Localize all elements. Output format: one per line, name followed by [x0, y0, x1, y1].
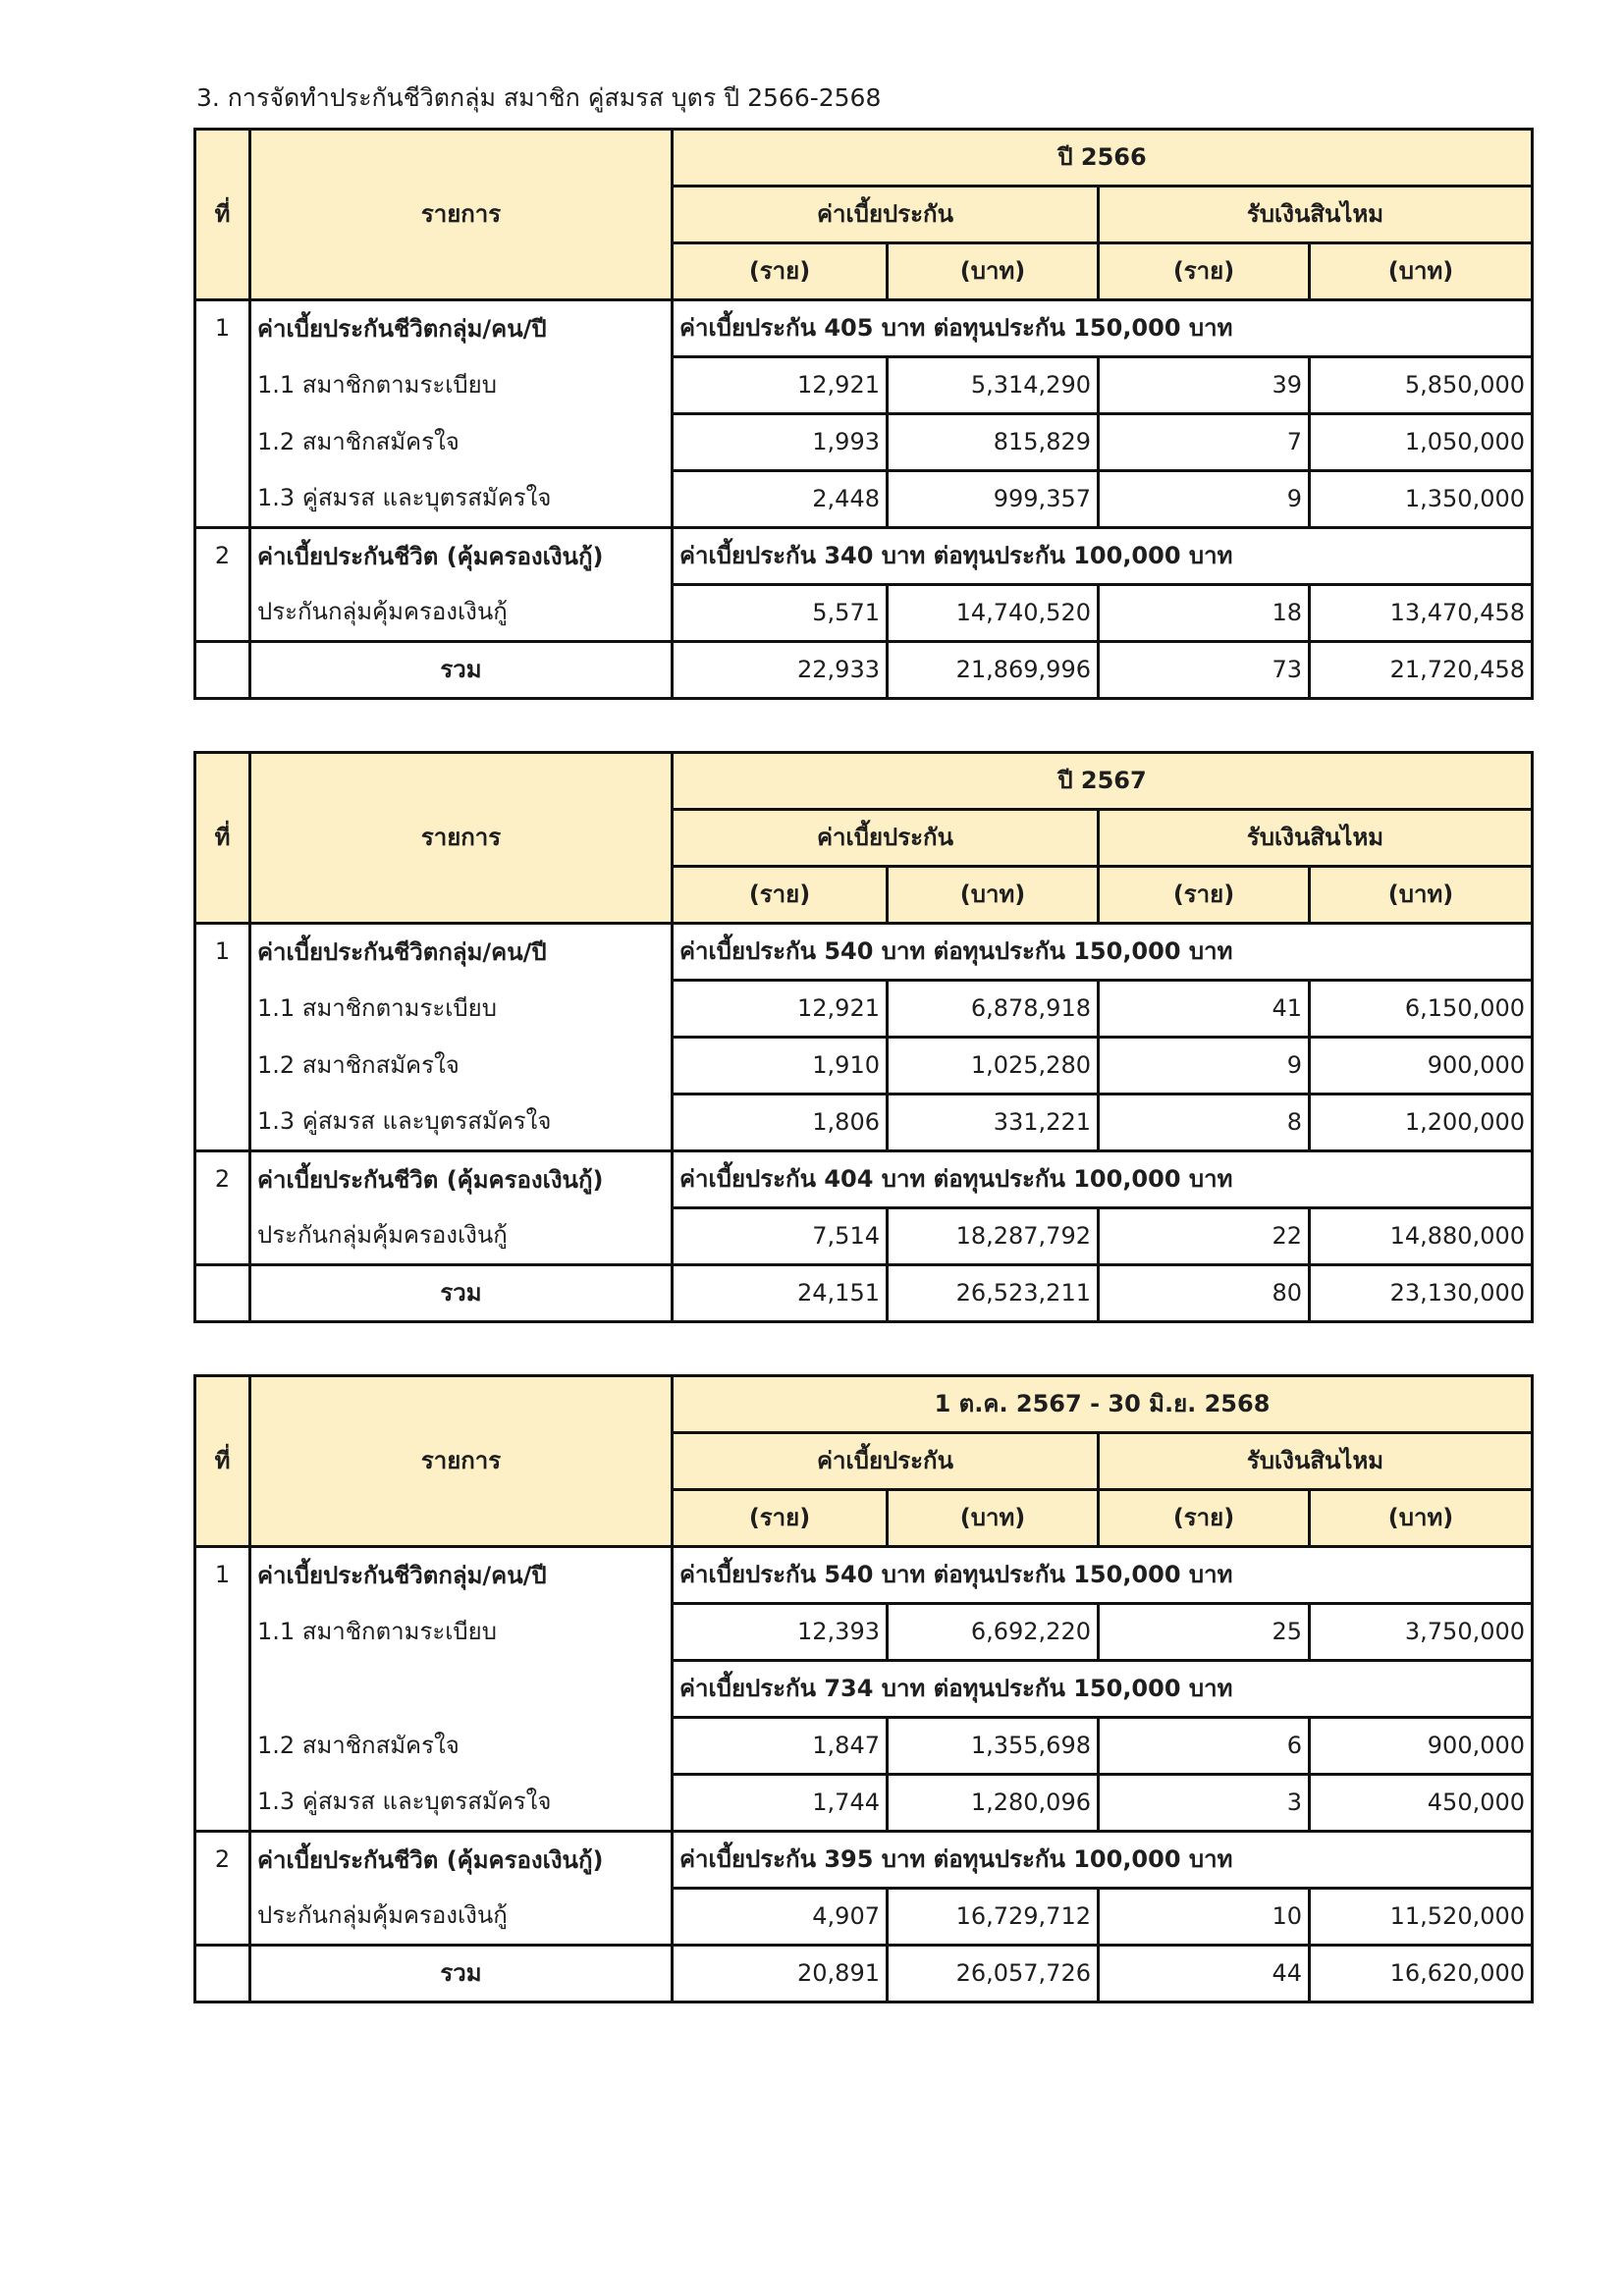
row-item: ประกันกลุ่มคุ้มครองเงินกู้ — [250, 585, 673, 642]
table-row — [195, 924, 1533, 981]
value-c-baht: 1,350,000 — [1310, 471, 1533, 528]
table-row — [195, 1832, 1533, 1889]
header-item: รายการ — [250, 130, 673, 300]
value-p-persons: 4,907 — [673, 1889, 888, 1946]
header-claims: รับเงินสินไหม — [1099, 810, 1533, 867]
row-number: 2 — [195, 528, 250, 642]
table-cell — [195, 642, 250, 699]
header-no: ที่ — [195, 753, 250, 924]
total-row — [195, 642, 1533, 699]
value-p-persons: 12,921 — [673, 981, 888, 1038]
value-c-persons: 9 — [1099, 471, 1310, 528]
row-item: 1.1 สมาชิกตามระเบียบ — [250, 1604, 673, 1661]
total-p-persons: 20,891 — [673, 1946, 888, 2002]
value-c-baht: 900,000 — [1310, 1718, 1533, 1775]
table-row — [195, 1718, 1533, 1775]
header-premium: ค่าเบี้ยประกัน — [673, 1433, 1099, 1490]
header-period: ปี 2566 — [673, 130, 1533, 187]
value-p-persons: 12,921 — [673, 357, 888, 414]
value-p-baht: 331,221 — [888, 1095, 1099, 1151]
value-c-baht: 3,750,000 — [1310, 1604, 1533, 1661]
header-premium: ค่าเบี้ยประกัน — [673, 810, 1099, 867]
header-period: 1 ต.ค. 2567 - 30 มิ.ย. 2568 — [673, 1376, 1533, 1433]
table-cell — [1310, 1661, 1533, 1718]
table-row — [195, 1661, 1533, 1718]
header-no: ที่ — [195, 130, 250, 300]
row-number: 2 — [195, 1832, 250, 1946]
header-premium: ค่าเบี้ยประกัน — [673, 187, 1099, 243]
row-number: 2 — [195, 1151, 250, 1265]
value-c-baht: 13,470,458 — [1310, 585, 1533, 642]
value-p-baht: 1,025,280 — [888, 1038, 1099, 1095]
table-row — [195, 1038, 1533, 1095]
insurance-table-2567-2568 — [193, 1374, 1534, 2003]
value-p-persons: 1,744 — [673, 1775, 888, 1832]
row-number: 1 — [195, 924, 250, 1151]
row-item: ค่าเบี้ยประกันชีวิตกลุ่ม/คน/ปี — [250, 300, 673, 357]
value-c-baht: 14,880,000 — [1310, 1208, 1533, 1265]
value-c-baht: 1,050,000 — [1310, 414, 1533, 471]
value-p-persons: 5,571 — [673, 585, 888, 642]
header-claims: รับเงินสินไหม — [1099, 1433, 1533, 1490]
total-p-baht: 26,523,211 — [888, 1265, 1099, 1322]
header-unit: (บาท) — [1310, 867, 1533, 924]
header-unit: (บาท) — [888, 243, 1099, 300]
row-item: 1.2 สมาชิกสมัครใจ — [250, 1038, 673, 1095]
table-row — [195, 528, 1533, 585]
total-c-baht: 16,620,000 — [1310, 1946, 1533, 2002]
table-row — [195, 1889, 1533, 1946]
total-row — [195, 1265, 1533, 1322]
table-row — [195, 1151, 1533, 1208]
table-row — [195, 1095, 1533, 1151]
row-number: 1 — [195, 1547, 250, 1832]
header-claims: รับเงินสินไหม — [1099, 187, 1533, 243]
row-item — [250, 1661, 673, 1718]
value-c-persons: 25 — [1099, 1604, 1310, 1661]
value-p-baht: 6,878,918 — [888, 981, 1099, 1038]
value-p-baht: 1,355,698 — [888, 1718, 1099, 1775]
row-item: 1.1 สมาชิกตามระเบียบ — [250, 357, 673, 414]
header-no: ที่ — [195, 1376, 250, 1547]
table-row — [195, 981, 1533, 1038]
value-c-baht: 11,520,000 — [1310, 1889, 1533, 1946]
value-p-baht: 5,314,290 — [888, 357, 1099, 414]
header-unit: (ราย) — [673, 1490, 888, 1547]
header-row — [195, 130, 1533, 187]
value-c-baht: 1,200,000 — [1310, 1095, 1533, 1151]
header-unit: (ราย) — [673, 867, 888, 924]
row-item: ประกันกลุ่มคุ้มครองเงินกู้ — [250, 1889, 673, 1946]
header-unit: (บาท) — [888, 867, 1099, 924]
value-p-baht: 16,729,712 — [888, 1889, 1099, 1946]
value-c-persons: 3 — [1099, 1775, 1310, 1832]
row-item: 1.1 สมาชิกตามระเบียบ — [250, 981, 673, 1038]
total-c-persons: 80 — [1099, 1265, 1310, 1322]
total-c-baht: 23,130,000 — [1310, 1265, 1533, 1322]
value-c-persons: 6 — [1099, 1718, 1310, 1775]
value-p-baht: 6,692,220 — [888, 1604, 1099, 1661]
value-p-baht: 18,287,792 — [888, 1208, 1099, 1265]
total-p-baht: 21,869,996 — [888, 642, 1099, 699]
value-p-baht: 1,280,096 — [888, 1775, 1099, 1832]
value-c-persons: 8 — [1099, 1095, 1310, 1151]
total-label: รวม — [250, 1946, 673, 2002]
value-c-persons: 10 — [1099, 1889, 1310, 1946]
page-title: 3. การจัดทำประกันชีวิตกลุ่ม สมาชิก คู่สมรส บุตร ปี 2566-2568 — [196, 83, 882, 112]
total-c-persons: 73 — [1099, 642, 1310, 699]
table-row — [195, 357, 1533, 414]
value-c-baht: 5,850,000 — [1310, 357, 1533, 414]
table-row — [195, 471, 1533, 528]
row-item: ค่าเบี้ยประกันชีวิตกลุ่ม/คน/ปี — [250, 924, 673, 981]
value-p-persons: 7,514 — [673, 1208, 888, 1265]
total-c-persons: 44 — [1099, 1946, 1310, 2002]
row-item: 1.3 คู่สมรส และบุตรสมัครใจ — [250, 1775, 673, 1832]
value-p-baht: 815,829 — [888, 414, 1099, 471]
table-row — [195, 1604, 1533, 1661]
header-row — [195, 753, 1533, 810]
total-label: รวม — [250, 642, 673, 699]
premium-rate-note: ค่าเบี้ยประกัน 340 บาท ต่อทุนประกัน 100,000 บาท — [673, 528, 1533, 585]
table-row — [195, 1208, 1533, 1265]
value-c-persons: 41 — [1099, 981, 1310, 1038]
header-unit: (ราย) — [1099, 867, 1310, 924]
row-number: 1 — [195, 300, 250, 528]
row-item: ค่าเบี้ยประกันชีวิต (คุ้มครองเงินกู้) — [250, 1151, 673, 1208]
row-item: ค่าเบี้ยประกันชีวิตกลุ่ม/คน/ปี — [250, 1547, 673, 1604]
table-row — [195, 1775, 1533, 1832]
value-c-baht: 450,000 — [1310, 1775, 1533, 1832]
value-p-baht: 14,740,520 — [888, 585, 1099, 642]
premium-rate-note: ค่าเบี้ยประกัน 405 บาท ต่อทุนประกัน 150,000 บาท — [673, 300, 1533, 357]
row-item: 1.3 คู่สมรส และบุตรสมัครใจ — [250, 471, 673, 528]
value-p-persons: 1,806 — [673, 1095, 888, 1151]
table-body — [195, 1376, 1533, 2002]
header-unit: (บาท) — [1310, 1490, 1533, 1547]
premium-rate-note: ค่าเบี้ยประกัน 734 บาท ต่อทุนประกัน 150,000 บาท — [673, 1661, 1310, 1718]
header-unit: (บาท) — [888, 1490, 1099, 1547]
row-item: 1.3 คู่สมรส และบุตรสมัครใจ — [250, 1095, 673, 1151]
value-c-persons: 22 — [1099, 1208, 1310, 1265]
premium-rate-note: ค่าเบี้ยประกัน 540 บาท ต่อทุนประกัน 150,000 บาท — [673, 924, 1533, 981]
value-c-persons: 7 — [1099, 414, 1310, 471]
premium-rate-note: ค่าเบี้ยประกัน 395 บาท ต่อทุนประกัน 100,000 บาท — [673, 1832, 1533, 1889]
value-p-baht: 999,357 — [888, 471, 1099, 528]
table-body — [195, 753, 1533, 1322]
header-unit: (บาท) — [1310, 243, 1533, 300]
total-label: รวม — [250, 1265, 673, 1322]
row-item: ค่าเบี้ยประกันชีวิต (คุ้มครองเงินกู้) — [250, 1832, 673, 1889]
header-unit: (ราย) — [1099, 243, 1310, 300]
row-item: 1.2 สมาชิกสมัครใจ — [250, 1718, 673, 1775]
total-c-baht: 21,720,458 — [1310, 642, 1533, 699]
header-period: ปี 2567 — [673, 753, 1533, 810]
header-item: รายการ — [250, 1376, 673, 1547]
premium-rate-note: ค่าเบี้ยประกัน 540 บาท ต่อทุนประกัน 150,000 บาท — [673, 1547, 1533, 1604]
value-c-persons: 9 — [1099, 1038, 1310, 1095]
table-row — [195, 414, 1533, 471]
header-item: รายการ — [250, 753, 673, 924]
table-body — [195, 130, 1533, 699]
row-item: ค่าเบี้ยประกันชีวิต (คุ้มครองเงินกู้) — [250, 528, 673, 585]
total-p-persons: 22,933 — [673, 642, 888, 699]
table-row — [195, 585, 1533, 642]
value-p-persons: 12,393 — [673, 1604, 888, 1661]
premium-rate-note: ค่าเบี้ยประกัน 404 บาท ต่อทุนประกัน 100,000 บาท — [673, 1151, 1533, 1208]
total-p-persons: 24,151 — [673, 1265, 888, 1322]
insurance-table-2567 — [193, 751, 1534, 1323]
header-unit: (ราย) — [673, 243, 888, 300]
table-row — [195, 1547, 1533, 1604]
value-c-baht: 6,150,000 — [1310, 981, 1533, 1038]
table-cell — [195, 1265, 250, 1322]
value-p-persons: 1,910 — [673, 1038, 888, 1095]
row-item: 1.2 สมาชิกสมัครใจ — [250, 414, 673, 471]
total-row — [195, 1946, 1533, 2002]
value-p-persons: 2,448 — [673, 471, 888, 528]
value-p-persons: 1,847 — [673, 1718, 888, 1775]
total-p-baht: 26,057,726 — [888, 1946, 1099, 2002]
header-row — [195, 1376, 1533, 1433]
row-item: ประกันกลุ่มคุ้มครองเงินกู้ — [250, 1208, 673, 1265]
table-row — [195, 300, 1533, 357]
value-c-baht: 900,000 — [1310, 1038, 1533, 1095]
header-unit: (ราย) — [1099, 1490, 1310, 1547]
value-c-persons: 39 — [1099, 357, 1310, 414]
value-p-persons: 1,993 — [673, 414, 888, 471]
table-cell — [195, 1946, 250, 2002]
insurance-table-2566 — [193, 128, 1534, 700]
value-c-persons: 18 — [1099, 585, 1310, 642]
